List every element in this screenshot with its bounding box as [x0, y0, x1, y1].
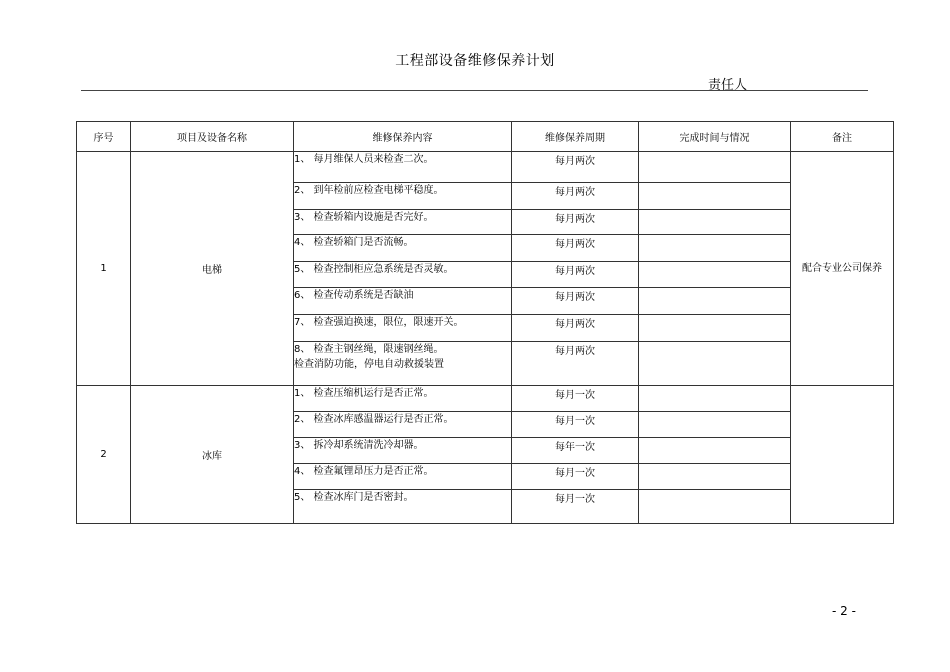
maintenance-content: 2、 到年检前应检查电梯平稳度。: [294, 183, 512, 210]
maintenance-plan-table: [76, 121, 894, 524]
maintenance-period: 每月两次: [512, 152, 639, 183]
table-header-row: [77, 122, 894, 152]
completion-cell: [639, 490, 791, 524]
completion-cell: [639, 438, 791, 464]
completion-cell: [639, 412, 791, 438]
group-equipment-name: 电梯: [131, 152, 294, 386]
maintenance-period: 每月一次: [512, 386, 639, 412]
maintenance-content: [294, 342, 512, 386]
completion-cell: [639, 152, 791, 183]
maintenance-period: 每月两次: [512, 235, 639, 262]
header-seq: 序号: [77, 122, 131, 152]
maintenance-content: 2、 检查冰库感温器运行是否正常。: [294, 412, 512, 438]
maintenance-content: 3、 检查轿箱内设施是否完好。: [294, 210, 512, 235]
maintenance-period: 每月一次: [512, 464, 639, 490]
completion-cell: [639, 288, 791, 315]
maintenance-period: 每月一次: [512, 412, 639, 438]
maintenance-content: 3、 拆冷却系统清洗冷却器。: [294, 438, 512, 464]
completion-cell: [639, 342, 791, 386]
table-row: [77, 152, 894, 183]
header-divider: [81, 90, 868, 91]
maintenance-period: 每月两次: [512, 210, 639, 235]
header-completion-status: 完成时间与情况: [639, 122, 791, 152]
page-number: - 2 -: [832, 604, 856, 618]
maintenance-period: 每月两次: [512, 183, 639, 210]
maintenance-period: 每月两次: [512, 288, 639, 315]
completion-cell: [639, 262, 791, 288]
maintenance-content: 1、 检查压缩机运行是否正常。: [294, 386, 512, 412]
table-row: [77, 386, 894, 412]
header-maintenance-period: 维修保养周期: [512, 122, 639, 152]
completion-cell: [639, 315, 791, 342]
maintenance-period: 每年一次: [512, 438, 639, 464]
header-equipment-name: 项目及设备名称: [131, 122, 294, 152]
maintenance-period: 每月两次: [512, 342, 639, 386]
maintenance-period: 每月两次: [512, 262, 639, 288]
maintenance-period: 每月两次: [512, 315, 639, 342]
content-line: 检查消防功能，停电自动救援装置: [294, 359, 444, 370]
completion-cell: [639, 235, 791, 262]
maintenance-content: 5、 检查控制柜应急系统是否灵敏。: [294, 262, 512, 288]
maintenance-content: 4、 检查轿箱门是否流畅。: [294, 235, 512, 262]
maintenance-content: 4、 检查氟锂昂压力是否正常。: [294, 464, 512, 490]
completion-cell: [639, 386, 791, 412]
group-equipment-name: 冰库: [131, 386, 294, 524]
group-seq: 1: [77, 152, 131, 386]
header-maintenance-content: 维修保养内容: [294, 122, 512, 152]
completion-cell: [639, 210, 791, 235]
document-title: 工程部设备维修保养计划: [395, 53, 555, 69]
group-remark: [791, 386, 894, 524]
content-line: 8、 检查主钢丝绳，限速钢丝绳。: [294, 344, 444, 355]
group-remark: 配合专业公司保养: [791, 152, 894, 386]
maintenance-content: 7、 检查强迫换速，限位，限速开关。: [294, 315, 512, 342]
group-seq: 2: [77, 386, 131, 524]
maintenance-content: 5、 检查冰库门是否密封。: [294, 490, 512, 524]
responsible-person-label: 责任人: [708, 78, 748, 93]
maintenance-content: 6、 检查传动系统是否缺油: [294, 288, 512, 315]
completion-cell: [639, 183, 791, 210]
maintenance-content: 1、 每月维保人员来检查二次。: [294, 152, 512, 183]
header-remarks: 备注: [791, 122, 894, 152]
maintenance-period: 每月一次: [512, 490, 639, 524]
completion-cell: [639, 464, 791, 490]
